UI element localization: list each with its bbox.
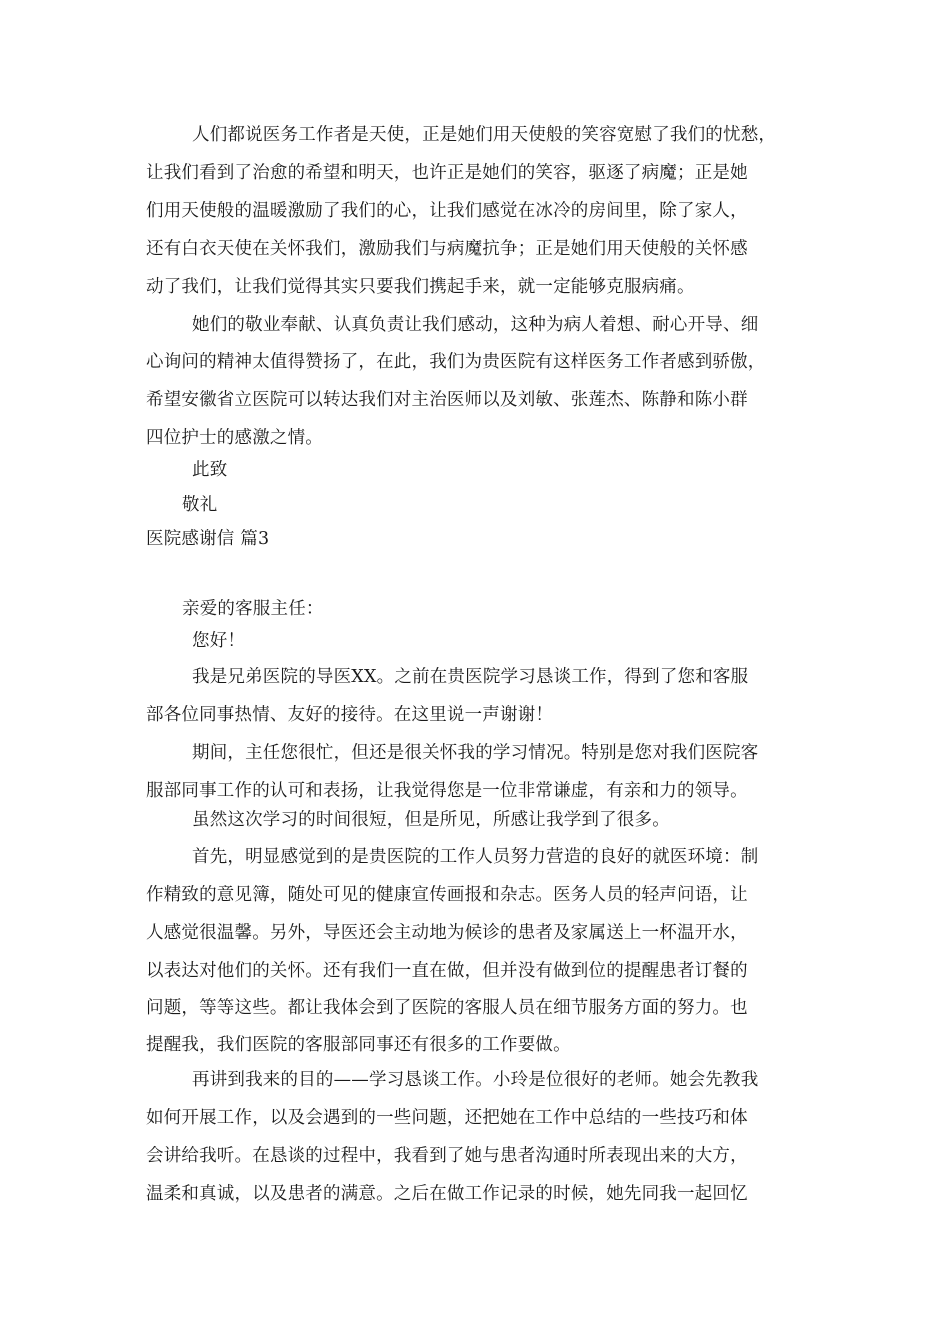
paragraph-line: 们用天使般的温暖激励了我们的心，让我们感觉在冰冷的房间里，除了家人， bbox=[146, 201, 748, 221]
section-title: 医院感谢信 篇3 bbox=[146, 529, 270, 549]
closing-regards: 敬礼 bbox=[182, 495, 218, 515]
paragraph-line: 希望安徽省立医院可以转达我们对主治医师以及刘敏、张莲杰、陈静和陈小群 bbox=[146, 390, 748, 410]
letter-greeting: 亲爱的客服主任： bbox=[182, 599, 324, 619]
paragraph-line: 作精致的意见簿，随处可见的健康宣传画报和杂志。医务人员的轻声问语，让 bbox=[146, 885, 748, 905]
paragraph-line: 会讲给我听。在恳谈的过程中，我看到了她与患者沟通时所表现出来的大方， bbox=[146, 1146, 748, 1166]
paragraph-line: 服部同事工作的认可和表扬，让我觉得您是一位非常谦虚，有亲和力的领导。 bbox=[146, 781, 748, 801]
paragraph-line: 再讲到我来的目的——学习恳谈工作。小玲是位很好的老师。她会先教我 bbox=[192, 1070, 759, 1090]
paragraph-line: 提醒我，我们医院的客服部同事还有很多的工作要做。 bbox=[146, 1035, 571, 1055]
paragraph-line: 让我们看到了治愈的希望和明天，也许正是她们的笑容，驱逐了病魔；正是她 bbox=[146, 163, 748, 183]
paragraph-line: 首先，明显感觉到的是贵医院的工作人员努力营造的良好的就医环境：制 bbox=[192, 847, 759, 867]
paragraph-line: 以表达对他们的关怀。还有我们一直在做，但并没有做到位的提醒患者订餐的 bbox=[146, 961, 748, 981]
paragraph-line: 还有白衣天使在关怀我们，激励我们与病魔抗争；正是她们用天使般的关怀感 bbox=[146, 239, 748, 259]
paragraph-line: 温柔和真诚，以及患者的满意。之后在做工作记录的时候，她先同我一起回忆 bbox=[146, 1184, 748, 1204]
paragraph-line: 我是兄弟医院的导医XX。之前在贵医院学习恳谈工作，得到了您和客服 bbox=[192, 667, 749, 687]
paragraph-line: 部各位同事热情、友好的接待。在这里说一声谢谢！ bbox=[146, 705, 554, 725]
paragraph-line: 人们都说医务工作者是天使，正是她们用天使般的笑容宽慰了我们的忧愁， bbox=[192, 125, 777, 145]
paragraph-line: 期间，主任您很忙，但还是很关怀我的学习情况。特别是您对我们医院客 bbox=[192, 743, 759, 763]
letter-hello: 您好！ bbox=[192, 631, 246, 651]
paragraph-line: 动了我们，让我们觉得其实只要我们携起手来，就一定能够克服病痛。 bbox=[146, 277, 695, 297]
paragraph-line: 心询问的精神太值得赞扬了，在此，我们为贵医院有这样医务工作者感到骄傲， bbox=[146, 352, 766, 372]
closing-salutation: 此致 bbox=[192, 460, 228, 480]
paragraph-line: 虽然这次学习的时间很短，但是所见，所感让我学到了很多。 bbox=[192, 810, 670, 830]
paragraph-line: 人感觉很温馨。另外，导医还会主动地为候诊的患者及家属送上一杯温开水， bbox=[146, 923, 748, 943]
paragraph-line: 她们的敬业奉献、认真负责让我们感动，这种为病人着想、耐心开导、细 bbox=[192, 315, 759, 335]
paragraph-line: 四位护士的感激之情。 bbox=[146, 428, 323, 448]
paragraph-line: 如何开展工作，以及会遇到的一些问题，还把她在工作中总结的一些技巧和体 bbox=[146, 1108, 748, 1128]
paragraph-line: 问题，等等这些。都让我体会到了医院的客服人员在细节服务方面的努力。也 bbox=[146, 998, 748, 1018]
